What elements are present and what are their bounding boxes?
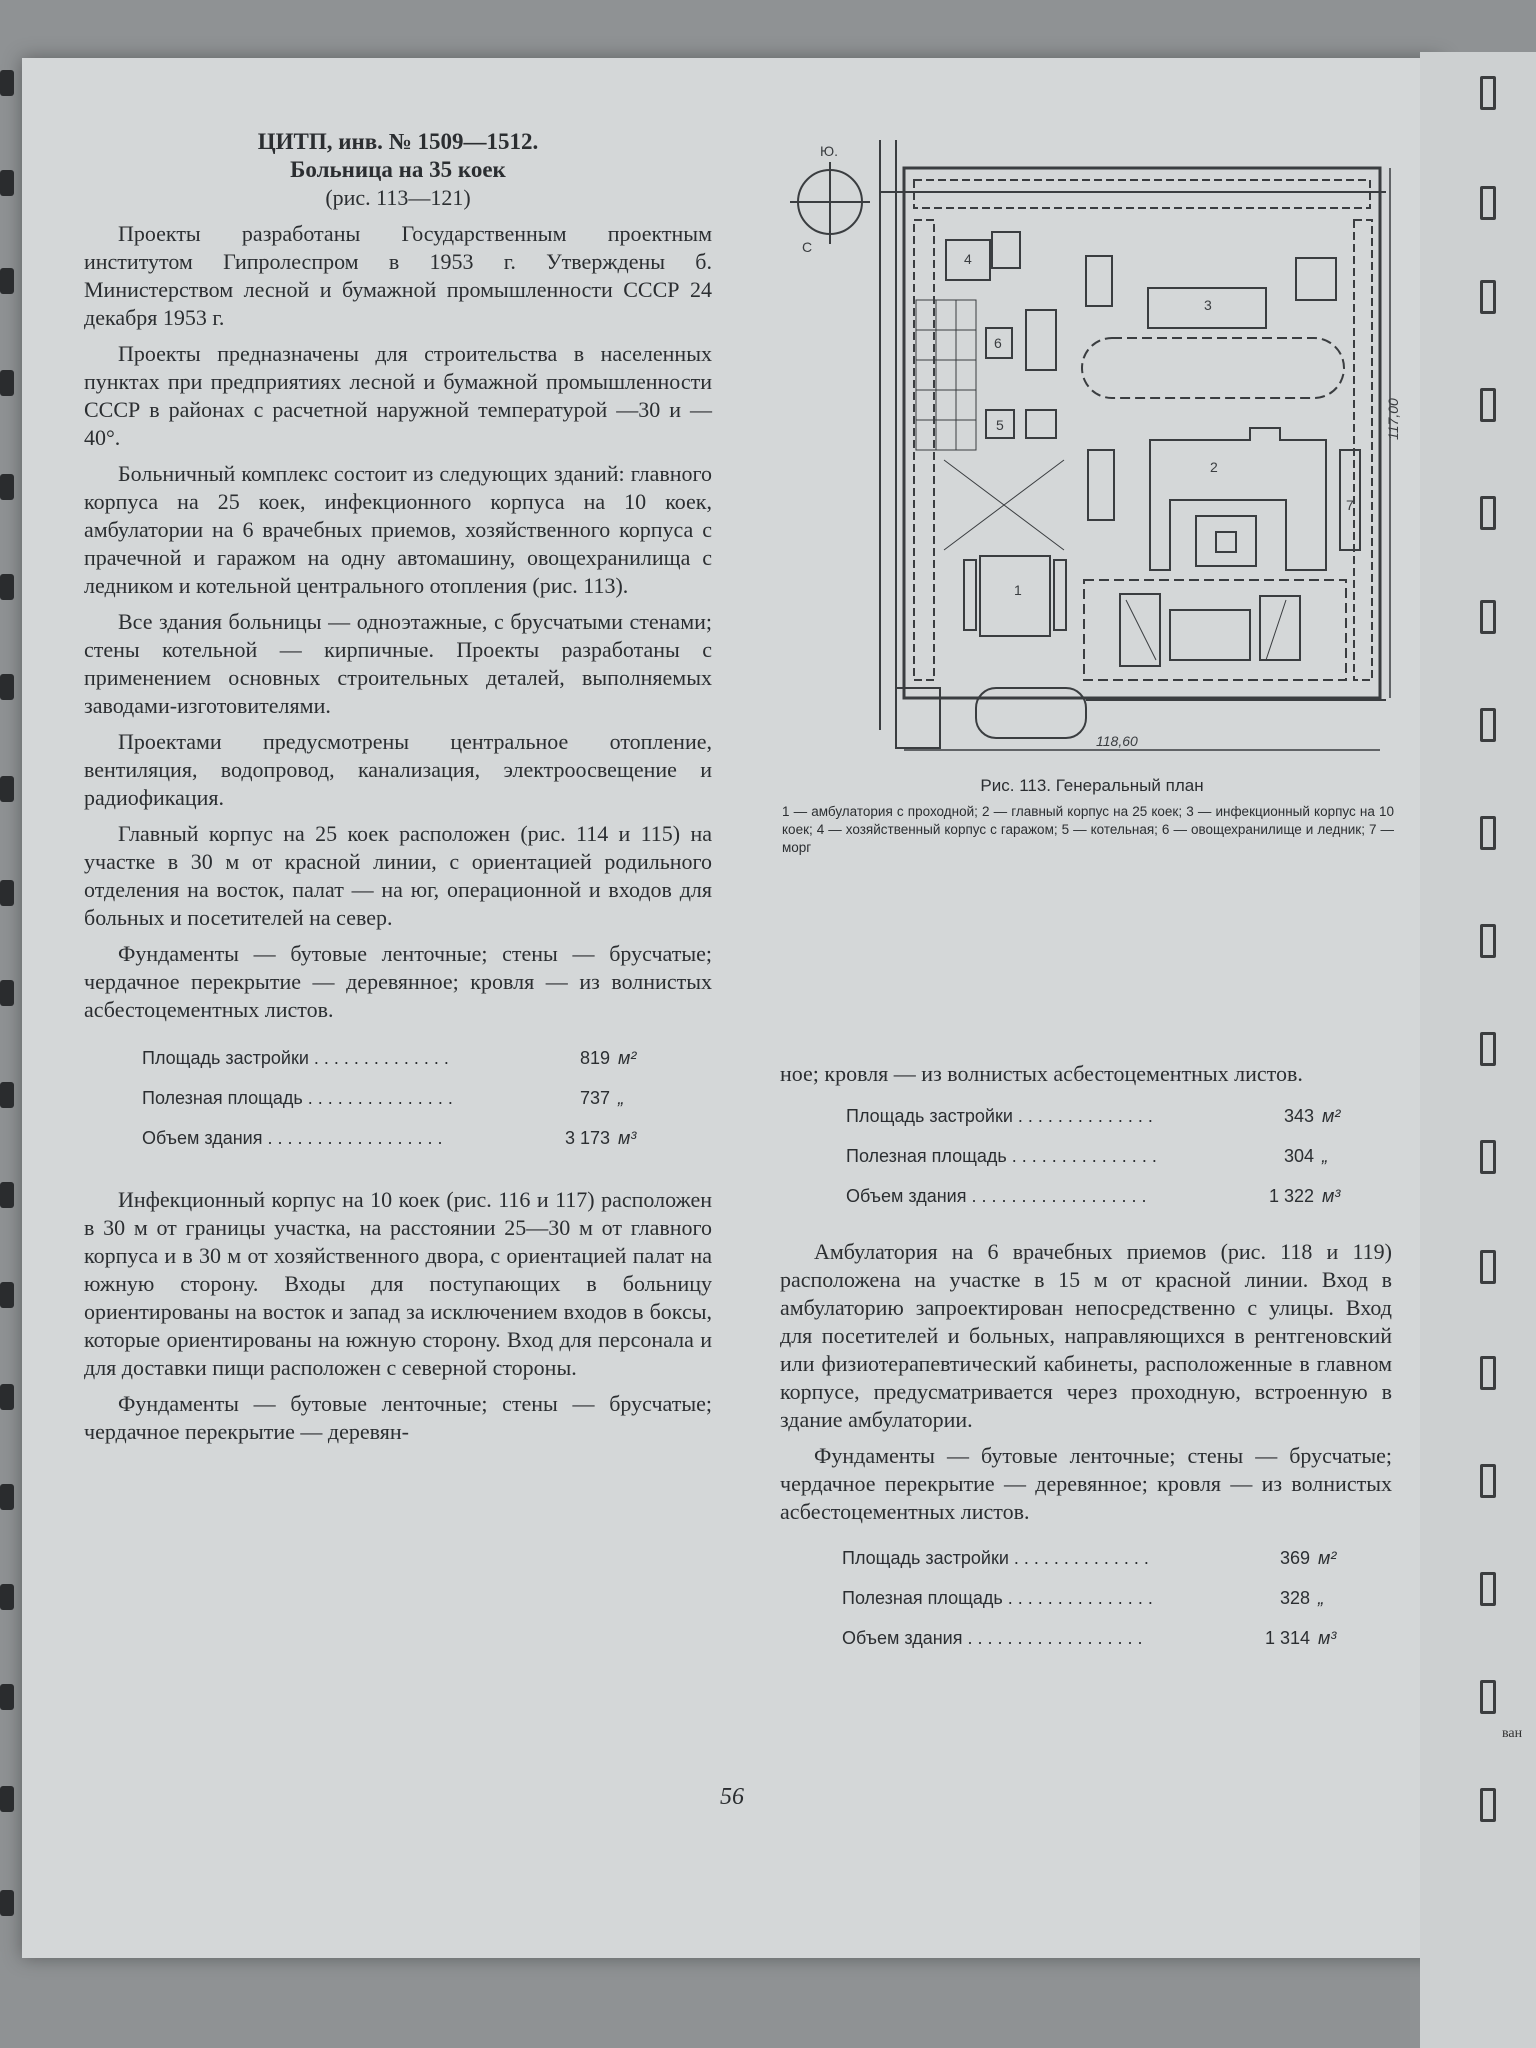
stat-label: Полезная площадь . . . . . . . . . . . . . . . [842,1588,1153,1608]
plan-label-1: 1 [1014,582,1022,598]
paragraph: Фундаменты — бутовые ленточные; стены — брусчатые; чердачное перекрытие — деревян- [84,1391,712,1444]
binding-coil [1480,186,1496,220]
stat-unit: м² [618,1048,637,1068]
binding-coil [1480,388,1496,422]
binding-coil [1480,1356,1496,1390]
binding-coil [0,980,14,1006]
binding-coil [0,170,14,196]
stat-row [142,1078,712,1118]
stat-row [842,1618,1392,1658]
stat-label: Площадь застройки . . . . . . . . . . . . . . [842,1548,1149,1568]
stat-label: Площадь застройки . . . . . . . . . . . . . . [142,1048,449,1068]
next-page-edge [1420,52,1536,2048]
plan-label-7: 7 [1346,497,1354,513]
stat-unit: „ [618,1088,624,1108]
paragraph: Инфекционный корпус на 10 коек (рис. 116 и 117) расположен в 30 м от границы участка, на расстоянии 25—30 м от главного корпуса и в 30 м от хозяйственного двора, с ориентацией палат на южную сторону. Входы для поступающих в больницу ориентированы на восток и запад за исключением входов в боксы, которые ориентированы на южную сторону. Вход для персонала и для доставки пищи расположен с северной стороны. [84,1187,712,1380]
stat-unit: „ [1322,1146,1328,1166]
stat-value: 1 314 [1264,1628,1310,1648]
plan-label-3: 3 [1204,297,1212,313]
binding-coil [0,1384,14,1410]
binding-coil [1480,1250,1496,1284]
binding-coil [0,574,14,600]
plan-label-4: 4 [964,251,972,267]
paragraph: Главный корпус на 25 коек расположен (рис. 114 и 115) на участке в 30 м от красной линии, с ориентацией родильного отделения на восток, палат — на юг, операционной и входов для больных и посетителей на север. [84,821,712,930]
compass-south-label: С [802,239,813,255]
stat-label: Объем здания . . . . . . . . . . . . . . . . . . [846,1186,1147,1206]
binding-coil [1480,76,1496,110]
stats-main-building [142,1038,712,1158]
plan-label-2: 2 [1210,459,1218,475]
binding-coil [0,370,14,396]
stat-unit: м² [1322,1106,1341,1126]
binding-coil [1480,600,1496,634]
site-plan-figure [786,140,1406,760]
binding-coil [1480,1572,1496,1606]
stat-row [846,1176,1392,1216]
binding-coil [1480,924,1496,958]
binding-coil [0,1786,14,1812]
paragraph: Амбулатория на 6 врачебных приемов (рис. 118 и 119) расположена на участке в 15 м от красной линии. Вход в амбулаторию запроектирован непосредственно с улицы. Вход для посетителей и больных, направляющихся в рентгеновский или физиотерапевтический кабинеты, расположенные в главном корпусе, предусматривается через проходную, встроенную в здание амбулатории. [780,1239,1392,1432]
ambulatory-paragraphs [780,1238,1392,1526]
binding-coil [1480,1788,1496,1822]
binding-coil [0,1484,14,1510]
stat-label: Полезная площадь . . . . . . . . . . . . . . . [142,1088,453,1108]
stat-label: Объем здания . . . . . . . . . . . . . . . . . . [842,1628,1143,1648]
binding-coil [1480,1680,1496,1714]
stats-ambulatory [842,1538,1392,1658]
stat-unit: „ [1318,1588,1324,1608]
binding-coil [0,1082,14,1108]
stat-row [142,1038,712,1078]
stat-row [846,1136,1392,1176]
stat-unit: м³ [1322,1186,1341,1206]
binding-coil [1480,708,1496,742]
paragraph: Фундаменты — бутовые ленточные; стены — брусчатые; чердачное перекрытие — деревянное; кровля — из волнистых асбестоцементных листов. [780,1443,1392,1524]
figure-legend: 1 — амбулатория с проходной; 2 — главный корпус на 25 коек; 3 — инфекционный корпус на 10 коек; 4 — хозяйственный корпус с гаражом; 5 — котельная; 6 — овощехранилище и ледник; 7 — морг [782,804,1394,855]
infection-building-paragraphs [84,1186,712,1446]
binding-coil [0,1182,14,1208]
stats-infection-building [846,1096,1392,1216]
stat-value: 369 [1279,1548,1310,1568]
document-title: ЦИТП, инв. № 1509—1512. Больница на 35 коек [257,129,539,182]
binding-coil [0,1684,14,1710]
stat-unit: м³ [618,1128,637,1148]
stat-row [842,1578,1392,1618]
stat-value: 343 [1283,1106,1314,1126]
stat-value: 304 [1283,1146,1314,1166]
stat-label: Полезная площадь . . . . . . . . . . . . . . . [846,1146,1157,1166]
paragraph: Больничный комплекс состоит из следующих зданий: главного корпуса на 25 коек, инфекционного корпуса на 10 коек, амбулатории на 6 врачебных приемов, хозяйственного корпуса с прачечной и гаражом на одну автомашину, овощехранилища с ледником и котельной центрального отопления (рис. 113). [84,461,712,598]
left-column [84,128,712,1454]
paragraph: Фундаменты — бутовые ленточные; стены — брусчатые; чердачное перекрытие — деревянное; кровля — из волнистых асбестоцементных листов. [84,941,712,1022]
stat-row [842,1538,1392,1578]
binding-coil [1480,1140,1496,1174]
stat-row [846,1096,1392,1136]
binding-coil [1480,1032,1496,1066]
next-page-fragment: ван [1502,1726,1523,1741]
stat-value: 1 322 [1268,1186,1314,1206]
dimension-width: 118,60 [1096,733,1138,749]
stat-value: 328 [1279,1588,1310,1608]
paragraph: Проекты разработаны Государственным проектным институтом Гипролеспром в 1953 г. Утверждены б. Министерством лесной и бумажной промышленности СССР 24 декабря 1953 г. [84,221,712,330]
stat-value: 819 [579,1048,610,1068]
dimension-height: 117,00 [1385,398,1401,440]
figure-caption: Рис. 113. Генеральный план [980,776,1204,795]
intro-paragraphs [84,220,712,1024]
figure-reference: (рис. 113—121) [325,185,471,210]
page-number: 56 [720,1784,744,1810]
binding-coil [0,1584,14,1610]
paragraph: Все здания больницы — одноэтажные, с брусчатыми стенами; стены котельной — кирпичные. Проекты разработаны с применением основных строительных деталей, выполняемых заводами-изготовителями. [84,609,712,718]
plan-label-6: 6 [994,335,1002,351]
binding-coil [0,1890,14,1916]
right-column [780,1060,1392,1658]
paragraph: Проектами предусмотрены центральное отопление, вентиляция, водопровод, канализация, электроосвещение и радиофикация. [84,729,712,810]
stat-label: Площадь застройки . . . . . . . . . . . . . . [846,1106,1153,1126]
binding-coil [0,1282,14,1308]
binding-coil [0,880,14,906]
binding-coil [0,70,14,96]
binding-coil [0,268,14,294]
stat-value: 3 173 [564,1128,610,1148]
stat-unit: м³ [1318,1628,1337,1648]
binding-coil [1480,1464,1496,1498]
continuation-text: ное; кровля — из волнистых асбестоцементных листов. [780,1061,1303,1086]
paragraph: Проекты предназначены для строительства в населенных пунктах при предприятиях лесной и бумажной промышленности СССР в районах с расчетной наружной температурой —30 и —40°. [84,341,712,450]
stat-label: Объем здания . . . . . . . . . . . . . . . . . . [142,1128,443,1148]
stat-row [142,1118,712,1158]
binding-coil [0,474,14,500]
binding-coil [1480,496,1496,530]
binding-coil [1480,280,1496,314]
binding-coil [0,776,14,802]
binding-coil [1480,816,1496,850]
binding-coil [0,674,14,700]
plan-label-5: 5 [996,417,1004,433]
stat-value: 737 [579,1088,610,1108]
compass-north-label: Ю. [820,143,839,159]
stat-unit: м² [1318,1548,1337,1568]
